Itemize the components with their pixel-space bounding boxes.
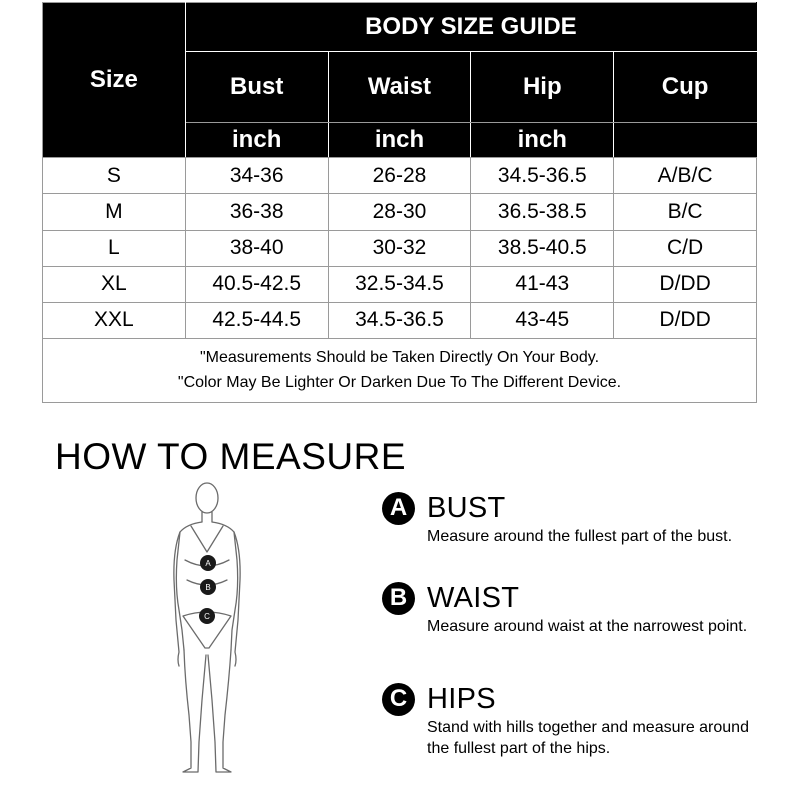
figure-marker-b: B	[205, 583, 211, 592]
bust-title: BUST	[427, 491, 506, 524]
badge-c-icon: C	[382, 683, 415, 716]
hip-column-header: Hip	[471, 52, 614, 123]
bust-cell: 36-38	[185, 194, 328, 230]
cup-unit	[614, 123, 757, 158]
notes-row	[43, 338, 757, 402]
size-cell: M	[43, 194, 186, 230]
waist-unit: inch	[328, 123, 471, 158]
cup-cell: D/DD	[614, 266, 757, 302]
bust-cell: 40.5-42.5	[185, 266, 328, 302]
table-row	[43, 230, 757, 266]
figure-marker-a: A	[205, 559, 211, 568]
waist-title: WAIST	[427, 581, 520, 614]
cup-column-header: Cup	[614, 52, 757, 123]
badge-b-icon: B	[382, 582, 415, 615]
hip-cell: 34.5-36.5	[471, 158, 614, 194]
waist-cell: 28-30	[328, 194, 471, 230]
hips-instruction	[382, 682, 762, 759]
cup-cell: C/D	[614, 230, 757, 266]
bust-cell: 42.5-44.5	[185, 302, 328, 338]
color-note: "Color May Be Lighter Or Darken Due To The Different Device.	[177, 374, 622, 392]
waist-instruction	[382, 581, 762, 637]
hip-cell: 41-43	[471, 266, 614, 302]
table-row	[43, 158, 757, 194]
bust-cell: 38-40	[185, 230, 328, 266]
size-cell: S	[43, 158, 186, 194]
hip-cell: 38.5-40.5	[471, 230, 614, 266]
table-title: BODY SIZE GUIDE	[185, 3, 756, 52]
bust-instruction	[382, 491, 762, 547]
size-guide-table	[42, 2, 757, 403]
figure-marker-c: C	[204, 612, 210, 621]
waist-column-header: Waist	[328, 52, 471, 123]
size-cell: XXL	[43, 302, 186, 338]
table-row	[43, 194, 757, 230]
notes-cell	[43, 338, 757, 402]
waist-cell: 32.5-34.5	[328, 266, 471, 302]
bust-description: Measure around the fullest part of the bust.	[427, 528, 733, 545]
badge-a-icon: A	[382, 492, 415, 525]
waist-cell: 34.5-36.5	[328, 302, 471, 338]
size-cell: L	[43, 230, 186, 266]
waist-cell: 30-32	[328, 230, 471, 266]
hips-description: Stand with hills together and measure around the fullest part of the hips.	[427, 719, 749, 757]
cup-cell: D/DD	[614, 302, 757, 338]
size-cell: XL	[43, 266, 186, 302]
how-to-measure-title: HOW TO MEASURE	[55, 436, 407, 477]
measurement-note: "Measurements Should be Taken Directly On Your Body.	[199, 349, 600, 367]
hip-cell: 43-45	[471, 302, 614, 338]
body-outline-figure	[165, 480, 255, 780]
waist-description: Measure around waist at the narrowest point.	[427, 618, 748, 635]
size-column-header: Size	[43, 3, 186, 158]
hip-unit: inch	[471, 123, 614, 158]
bust-cell: 34-36	[185, 158, 328, 194]
hips-title: HIPS	[427, 682, 496, 715]
bust-unit: inch	[185, 123, 328, 158]
waist-cell: 26-28	[328, 158, 471, 194]
hip-cell: 36.5-38.5	[471, 194, 614, 230]
cup-cell: A/B/C	[614, 158, 757, 194]
table-row	[43, 302, 757, 338]
bust-column-header: Bust	[185, 52, 328, 123]
table-row	[43, 266, 757, 302]
cup-cell: B/C	[614, 194, 757, 230]
